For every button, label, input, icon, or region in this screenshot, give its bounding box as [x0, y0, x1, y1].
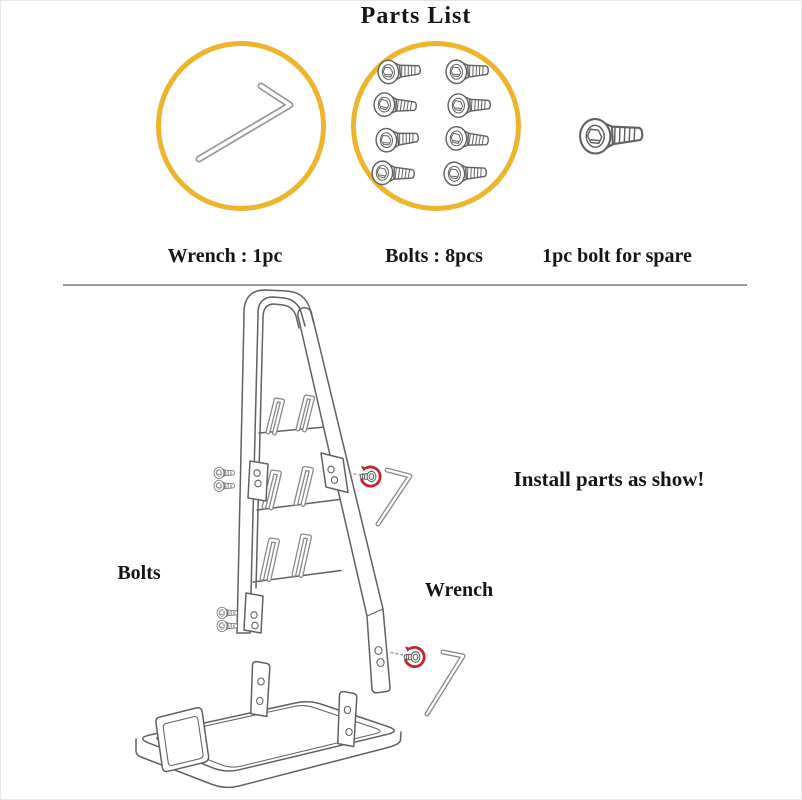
bolt-icon: [374, 92, 417, 118]
bolt-icon: [445, 126, 489, 152]
bolt-icon: [214, 467, 234, 478]
bolt-icon: [446, 58, 489, 84]
bolt-icon: [214, 480, 234, 491]
bolt-icon: [444, 160, 487, 186]
bolt-icon: [217, 607, 237, 618]
spare-bolt-label: 1pc bolt for spare: [542, 245, 692, 267]
wrench-circle: [156, 41, 326, 211]
install-instruction: Install parts as show!: [513, 467, 705, 491]
bolts-qty-label: Bolts : 8pcs: [385, 245, 483, 267]
page-title: Parts List: [360, 3, 472, 29]
bolt-icon: [448, 93, 491, 118]
bolt-icon: [372, 161, 415, 186]
bolt-icon: [377, 58, 421, 84]
bolt-icon: [375, 126, 419, 153]
mounting-plates: [244, 453, 348, 633]
bolts-circle: [351, 41, 521, 211]
vertical-post: [237, 290, 314, 633]
diagram-bolts-label: Bolts: [117, 562, 161, 584]
assembly-diagram: [1, 286, 802, 800]
wrench-qty-label: Wrench : 1pc: [167, 245, 283, 267]
support-beam: [298, 308, 390, 693]
turn-bolt-indicator: [360, 466, 380, 486]
bolts-group: [356, 46, 516, 206]
allen-wrench-icon: [161, 46, 321, 206]
diagram-wrench-label: Wrench: [424, 579, 494, 601]
turn-bolt-indicator: [404, 646, 424, 666]
bolt-icon: [217, 620, 237, 631]
spare-bolt-icon: [573, 107, 657, 167]
base-tray: [136, 702, 401, 788]
